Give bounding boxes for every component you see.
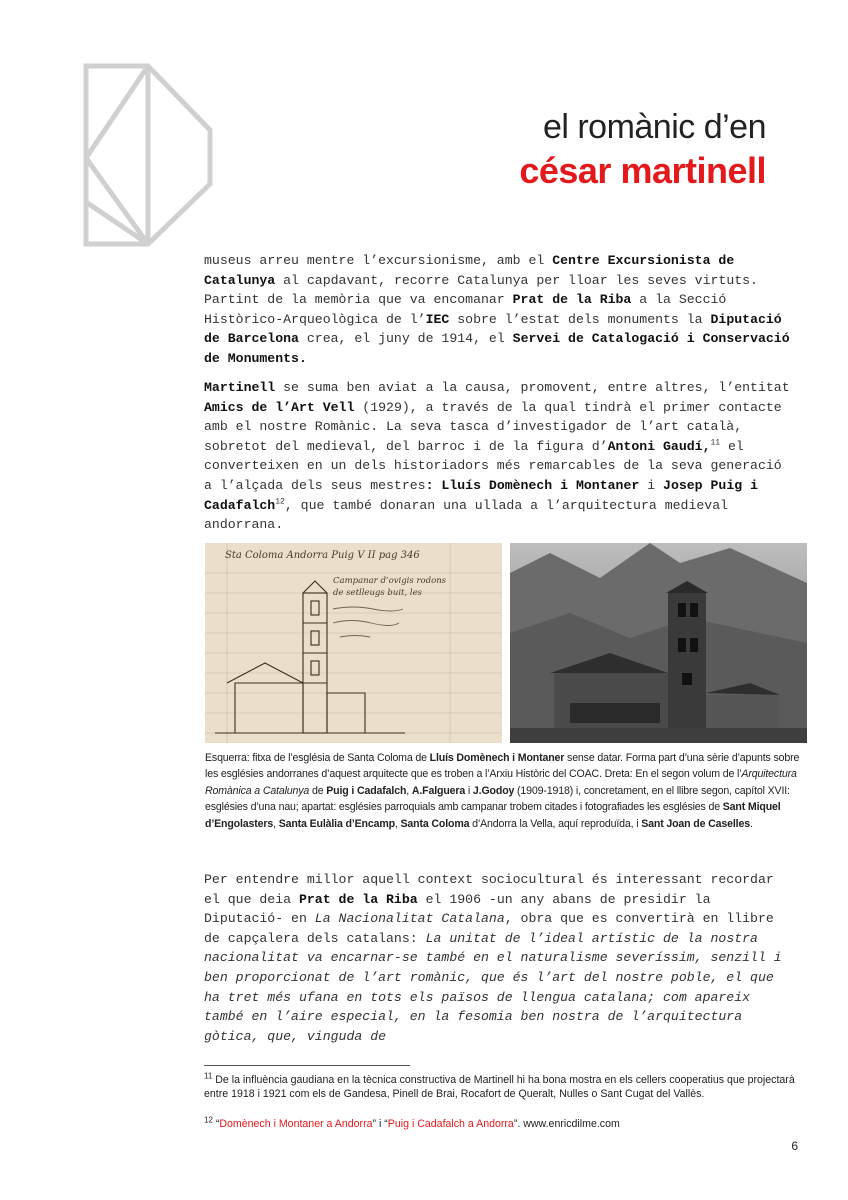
footnote-ref-12[interactable]: 12 (275, 497, 285, 507)
page-number: 6 (791, 1139, 798, 1153)
publisher-logo-icon (82, 62, 214, 248)
photo-santa-coloma-image (510, 543, 807, 743)
header-title-line2: césar martinell (519, 150, 766, 191)
sketch-title-text: Sta Coloma Andorra Puig V II pag 346 (225, 550, 420, 561)
body-paragraph-2: Martinell se suma ben aviat a la causa, promovent, entre altres, l’entitat Amics de l’Art Vell (1929), a través de la qual tindrà el primer contacte amb el nostre Romànic. La seva tasca d’investigador de l’art català, sobretot del medieval, del barroc i de la figura d’Antoni Gaudí,$^{11}$ el converteixen en un dels historiadors més remarcables de la seva generació a l’alçada dels seus mestres: Lluís Domènech i Montaner i Josep Puig i Cadafalch$^{12}$, que també donaran una ullada a l’arquitectura medieval andorrana. (204, 380, 790, 533)
footnote-ref-11[interactable]: 11 (710, 438, 721, 448)
header-title-line1: el romànic d’en (542, 108, 766, 146)
sketch-santa-coloma-image (205, 543, 502, 743)
footnote-12: $^{12}$ “Domènech i Montaner a Andorra” i “Puig i Cadafalch a Andorra”. www.enricdilme.com (204, 1115, 620, 1130)
link-puig-andorra[interactable]: Puig i Cadafalch a Andorra (387, 1118, 514, 1130)
body-paragraph-3: Per entendre millor aquell context sociocultural és interessant recordar el que deia Prat de la Riba el 1906 -un any abans de presidir la Diputació- en La Nacionalitat Catalana, obra que es convertirà en llibre de capçalera dels catalans: La unitat de l’ideal artístic de la nostra nacionalitat va encarnar-se també en el naturalisme severíssim, senzill i ben proporcionat de l’art romànic, que és l’art del nostre poble, el que ha tret més ufana en tots els països de llengua catalana; com apareix també en l’aire especial, en la fesomia ben nostra de l’arquitectura gòtica, que, vinguda de (204, 872, 782, 1044)
footnote-separator (204, 1065, 410, 1066)
link-domenech-andorra[interactable]: Domènech i Montaner a Andorra (219, 1118, 373, 1130)
image-caption: Esquerra: fitxa de l’església de Santa Coloma de Lluís Domènech i Montaner sense datar. Forma part d’una sèrie d’apunts sobre les esglésies andorranes d’aquest arquitecte que es troben a l’Arxiu Històric del COAC. Dreta: En el segon volum de l’Arquitectura Romànica a Catalunya de Puig i Cadafalch, A.Falguera i J.Godoy (1909-1918) i, concretament, en el llibre segon, capítol XVII: esglésies d’una nau; apartat: esglésies parroquials amb campanar trobem citades i fotografiades les esglésies de Sant Miquel d’Engolasters, Santa Eulàlia d’Encamp, Santa Coloma d’Andorra la Vella, aquí reproduïda, i Sant Joan de Caselles. (205, 752, 800, 830)
sketch-note-2: de setlleugs buit, les (333, 588, 422, 598)
body-paragraph-1: museus arreu mentre l’excursionisme, amb el Centre Excursionista de Catalunya al capdavant, recorre Catalunya per lloar les seves virtuts. Partint de la memòria que va encomanar Prat de la Riba a la Secció Històrico-Arqueològica de l’IEC sobre l’estat dels monuments la Diputació de Barcelona crea, el juny de 1914, el Servei de Catalogació i Conservació de Monuments. (204, 253, 790, 366)
sketch-note-1: Campanar d’ovigis rodons (333, 576, 447, 586)
footnote-11: $^{11}$ De la influència gaudiana en la tècnica constructiva de Martinell hi ha bona mostra en els cellers cooperatius que projectarà entre 1918 i 1921 com els de Gandesa, Pinell de Brai, Rocafort de Queralt, Nulles o Sant Cugat del Vallès. (204, 1071, 795, 1101)
